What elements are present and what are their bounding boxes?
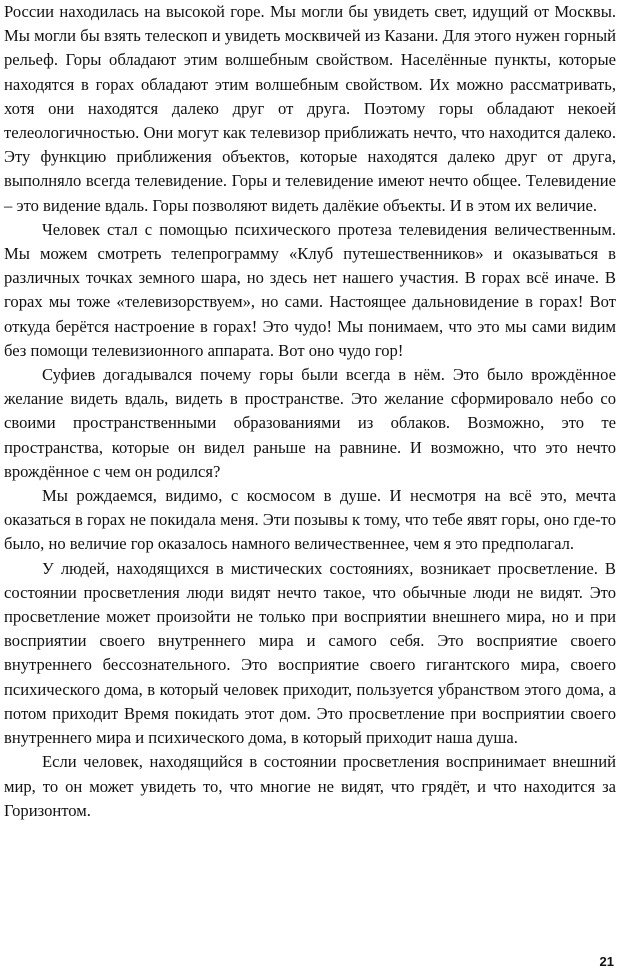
paragraph: У людей, находящихся в мистических состояниях, возникает просветление. В состоянии просветления люди видят нечто такое, что обычные люди не видят. Это просветление может произойти не только при восприятии внешнего мира, но и при восприятии своего внутреннего мира и самого себя. Это восприятие своего внутреннего бессознательного. Это восприятие своего гигантского мира, своего психического дома, в который человек приходит, пользуется убранством этого дома, а потом приходит Время покидать этот дом. Это просветление при восприятии своего внутреннего мира и психического дома, в который приходит наша душа. [4,558,616,748]
page-number: 21 [599,954,614,969]
paragraph: Суфиев догадывался почему горы были всегда в нём. Это было врождённое желание видеть вдаль, видеть в пространстве. Это желание сформировало небо со своими пространственными образованиями из облаков. Возможно, это те пространства, которые он видел раньше на равнине. И возможно, что это нечто врождённое с чем он родился? [4,365,616,481]
body-text [4,0,616,823]
paragraph: Если человек, находящийся в состоянии просветления воспринимает внешний мир, то он может увидеть то, что многие не видят, что грядёт, и что находится за Горизонтом. [4,752,616,820]
paragraph: Мы рождаемся, видимо, с космосом в душе. И несмотря на всё это, мечта оказаться в горах не покидала меня. Эти позывы к тому, что тебе явят горы, оно где-то было, но величие гор оказалось намного величественнее, чем я это предполагал. [4,486,616,554]
paragraph: Человек стал с помощью психического протеза телевидения величественным. Мы можем смотреть телепрограмму «Клуб путешественников» и оказываться в различных точках земного шара, но здесь нет нашего участия. В горах всё иначе. В горах мы тоже «телевизорствуем», но сами. Настоящее дальновидение в горах! Вот откуда берётся настроение в горах! Это чудо! Мы понимаем, что это мы сами видим без помощи телевизионного аппарата. Вот оно чудо гор! [4,219,616,360]
paragraph: России находилась на высокой горе. Мы могли бы увидеть свет, идущий от Москвы. Мы могли бы взять телескоп и увидеть москвичей из Казани. Для этого нужен горный рельеф. Горы обладают этим волшебным свойством. Населённые пункты, которые находятся в горах обладают этим волшебным свойством. Их можно рассматривать, хотя они находятся далеко друг от друга. Поэтому горы обладают некоей телеологичностью. Они могут как телевизор приближать нечто, что находится далеко. Эту функцию приближения объектов, которые находятся далеко друг от друга, выполняло всегда телевидение. Горы и телевидение имеют нечто общее. Телевидение – это видение вдаль. Горы позволяют видеть далёкие объекты. И в этом их величие. [4,2,616,215]
